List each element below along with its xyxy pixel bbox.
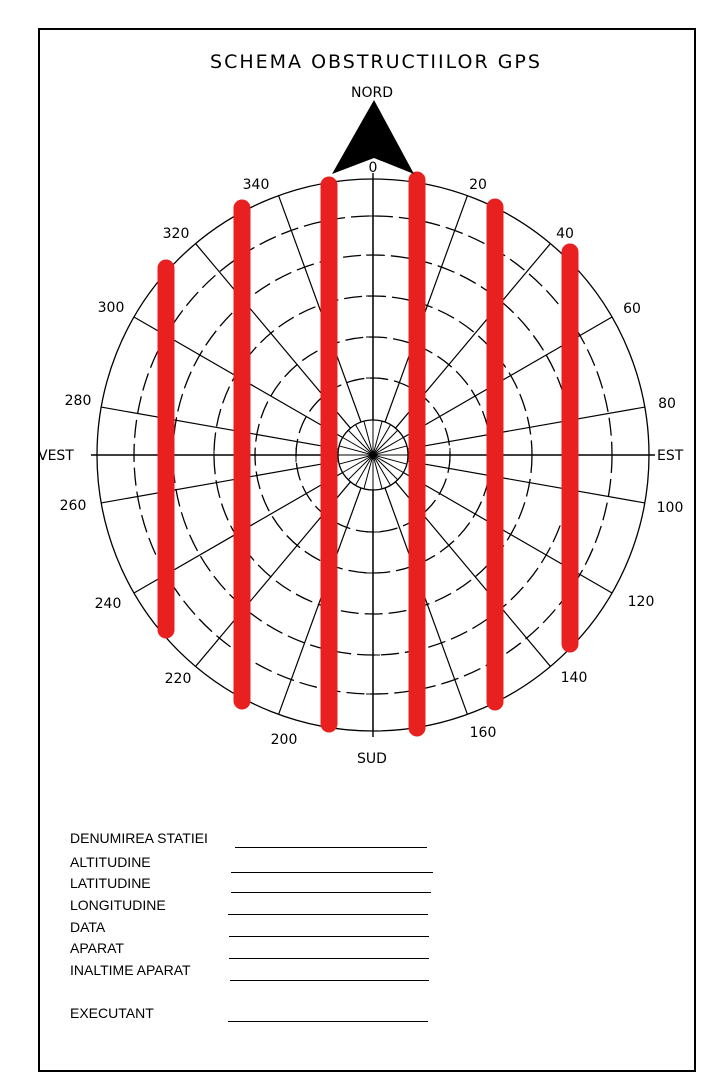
field-row-altitudine <box>70 854 450 874</box>
azimuth-spoke <box>403 317 612 438</box>
azimuth-label-320: 320 <box>162 226 190 242</box>
field-row-inaltime <box>70 962 450 982</box>
field-input-altitudine[interactable] <box>231 872 433 873</box>
azimuth-label-200: 200 <box>270 732 298 748</box>
azimuth-label-40: 40 <box>556 226 574 242</box>
cardinal-west: VEST <box>38 448 74 464</box>
cardinal-north: NORD <box>351 85 393 101</box>
field-row-latitudine <box>70 875 450 895</box>
field-label-longitudine: LONGITUDINE <box>70 897 166 913</box>
azimuth-label-0: 0 <box>368 160 378 176</box>
field-label-aparat: APARAT <box>70 940 124 956</box>
field-row-aparat <box>70 940 450 960</box>
cardinal-south: SUD <box>357 751 387 767</box>
azimuth-spoke <box>385 488 467 714</box>
field-row-statie <box>70 830 450 850</box>
azimuth-label-340: 340 <box>242 177 270 193</box>
azimuth-label-60: 60 <box>623 301 641 317</box>
field-label-inaltime: INALTIME APARAT <box>70 962 191 978</box>
field-input-data[interactable] <box>229 936 429 937</box>
field-input-executant[interactable] <box>228 1021 428 1022</box>
azimuth-spoke <box>407 461 644 503</box>
field-input-statie[interactable] <box>235 847 427 848</box>
azimuth-label-300: 300 <box>97 300 125 316</box>
diagram-title: SCHEMA OBSTRUCTIILOR GPS <box>210 51 542 73</box>
azimuth-label-260: 260 <box>59 498 87 514</box>
field-input-latitudine[interactable] <box>231 892 431 893</box>
field-row-data <box>70 919 450 939</box>
azimuth-spoke <box>407 407 644 449</box>
azimuth-spoke <box>385 196 467 422</box>
field-input-longitudine[interactable] <box>228 914 428 915</box>
azimuth-spoke <box>279 196 361 422</box>
azimuth-label-100: 100 <box>656 500 684 516</box>
azimuth-label-220: 220 <box>164 671 192 687</box>
field-input-aparat[interactable] <box>229 958 429 959</box>
azimuth-label-280: 280 <box>64 393 92 409</box>
azimuth-spoke <box>279 488 361 714</box>
azimuth-label-80: 80 <box>658 396 676 412</box>
field-row-longitudine <box>70 897 450 917</box>
field-label-statie: DENUMIREA STATIEI <box>70 830 208 846</box>
cardinal-east: EST <box>657 448 684 464</box>
field-label-data: DATA <box>70 919 106 935</box>
azimuth-label-20: 20 <box>469 177 487 193</box>
azimuth-label-240: 240 <box>94 596 122 612</box>
azimuth-label-120: 120 <box>627 594 655 610</box>
azimuth-label-140: 140 <box>560 670 588 686</box>
azimuth-label-160: 160 <box>469 725 497 741</box>
field-row-executant <box>70 1005 450 1025</box>
azimuth-spoke <box>403 473 612 594</box>
field-label-altitudine: ALTITUDINE <box>70 854 151 870</box>
field-label-latitudine: LATITUDINE <box>70 875 151 891</box>
field-label-executant: EXECUTANT <box>70 1005 154 1021</box>
field-input-inaltime[interactable] <box>230 980 429 981</box>
